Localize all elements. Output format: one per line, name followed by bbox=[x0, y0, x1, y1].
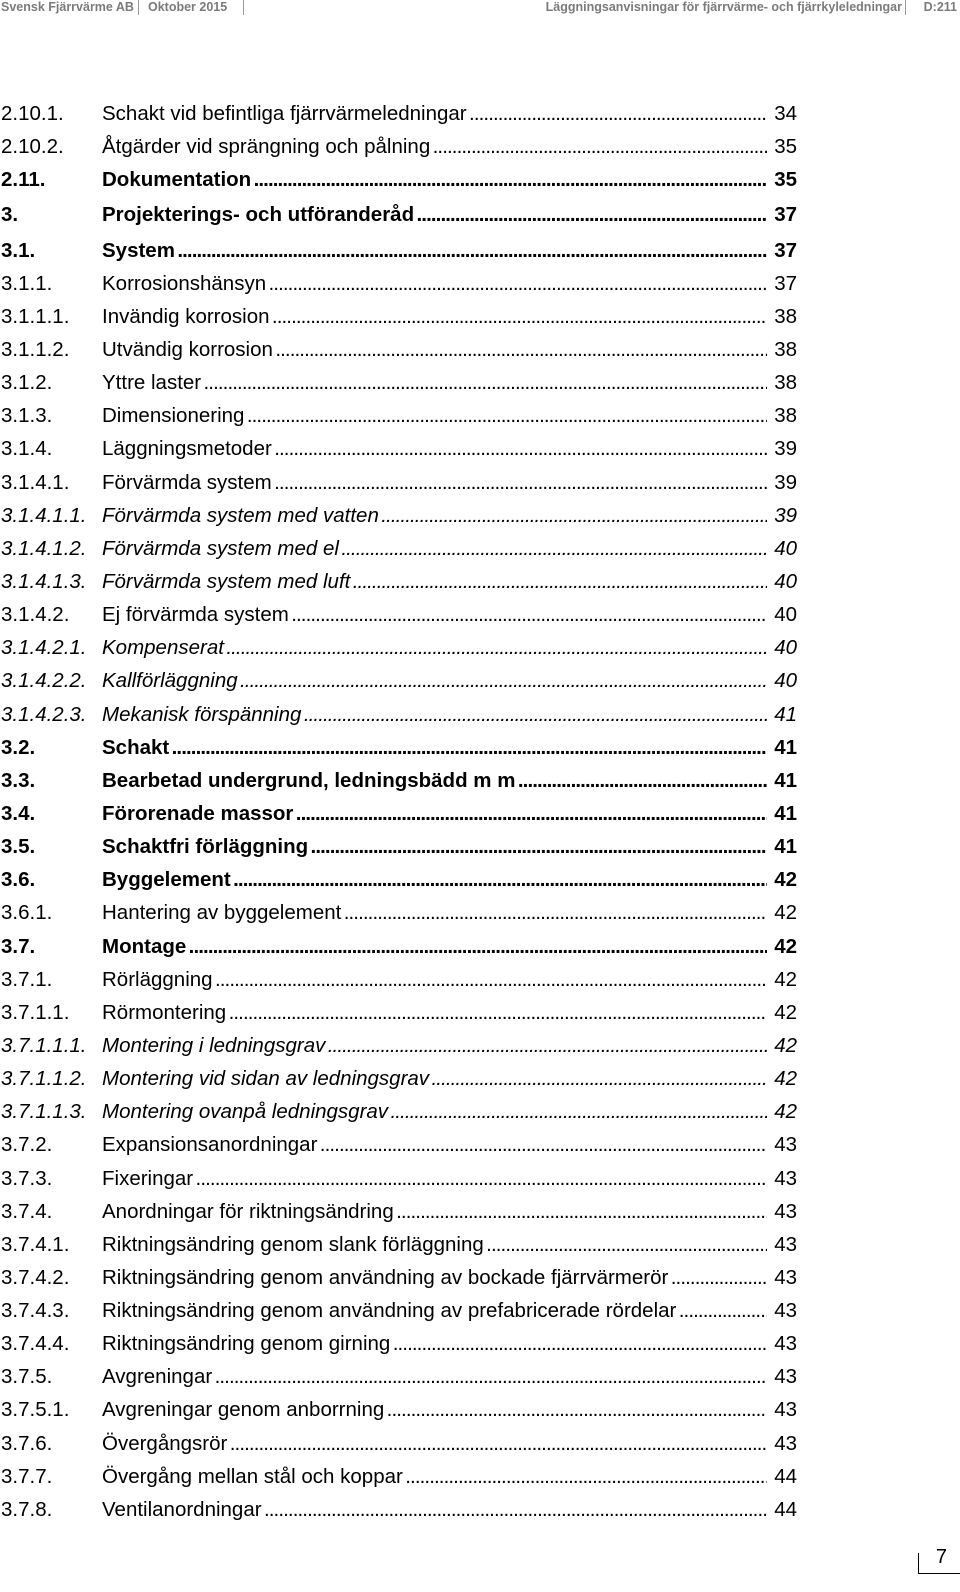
header-organization: Svensk Fjärrvärme AB bbox=[1, 0, 134, 14]
toc-entry-number: 3.7.1.1. bbox=[1, 1000, 70, 1024]
toc-entry-page: 44 bbox=[774, 1497, 797, 1521]
toc-entry-number: 3.7.4.3. bbox=[1, 1299, 70, 1323]
toc-entry-page: 43 bbox=[774, 1431, 797, 1455]
toc-entry-title: Montage . . . bbox=[102, 930, 767, 963]
header-document-title: Läggningsanvisningar för fjärrvärme- och fjärrkyleledningar bbox=[545, 0, 902, 14]
toc-entry-number: 2.10.1. bbox=[1, 102, 64, 125]
toc-entry-title: Schaktfri förläggning . . . bbox=[102, 830, 767, 863]
toc-entry-page: 41 bbox=[774, 801, 797, 825]
toc-entry-page: 42 bbox=[774, 1100, 797, 1124]
toc-entry-number: 3.1.1.1. bbox=[1, 304, 70, 328]
toc-entry-number: 3.1.4.2.3. bbox=[1, 702, 87, 726]
toc-entry[interactable] bbox=[0, 963, 797, 996]
toc-entry-title: Yttre laster . . . bbox=[102, 366, 767, 399]
toc-entry-title: Riktningsändring genom girning . . . bbox=[102, 1327, 767, 1360]
toc-entry-page: 43 bbox=[774, 1199, 797, 1223]
toc-entry[interactable] bbox=[0, 1062, 797, 1095]
toc-entry-number: 3.7.8. bbox=[1, 1497, 53, 1521]
toc-entry-page: 41 bbox=[774, 835, 797, 859]
toc-entry-page: 43 bbox=[774, 1232, 797, 1256]
toc-entry[interactable] bbox=[0, 1095, 797, 1128]
toc-entry[interactable] bbox=[0, 896, 797, 929]
toc-entry-page: 40 bbox=[774, 536, 797, 560]
toc-entry[interactable] bbox=[0, 1427, 797, 1460]
toc-entry-title: Fixeringar . . . bbox=[102, 1162, 767, 1195]
toc-entry-title: Rörläggning . . . bbox=[102, 963, 767, 996]
toc-entry-title: Förorenade massor . . . bbox=[102, 797, 767, 830]
toc-entry-page: 40 bbox=[774, 569, 797, 593]
toc-entry-title: Rörmontering . . . bbox=[102, 996, 767, 1029]
toc-entry-number: 3.7. bbox=[1, 934, 36, 958]
toc-entry[interactable] bbox=[0, 432, 797, 465]
toc-entry-title: Projekterings- och utföranderåd . . . bbox=[102, 198, 767, 231]
toc-entry-title: Kallförläggning . . . bbox=[102, 664, 767, 697]
toc-entry-page: 43 bbox=[774, 1166, 797, 1190]
toc-entry-number: 3.4. bbox=[1, 801, 36, 825]
toc-entry-title: Avgreningar genom anborrning . . . bbox=[102, 1393, 767, 1426]
toc-entry[interactable] bbox=[0, 267, 797, 300]
header-divider bbox=[243, 0, 244, 15]
toc-entry-number: 3.1.2. bbox=[1, 371, 53, 395]
toc-entry-number: 3.7.4. bbox=[1, 1199, 53, 1223]
toc-entry-title: Riktningsändring genom slank förläggning . . . bbox=[102, 1228, 767, 1261]
toc-entry-page: 43 bbox=[774, 1133, 797, 1157]
toc-entry-page: 39 bbox=[774, 503, 797, 527]
footer-rule bbox=[918, 1573, 960, 1574]
toc-entry-number: 2.11. bbox=[1, 168, 46, 192]
toc-entry-title: Förvärmda system . . . bbox=[102, 466, 767, 499]
toc-entry-page: 40 bbox=[774, 669, 797, 693]
toc-entry-number: 3.5. bbox=[1, 835, 36, 859]
toc-entry-page: 41 bbox=[774, 735, 797, 759]
toc-entry-page: 37 bbox=[774, 203, 797, 227]
toc-entry-title: Läggningsmetoder . . . bbox=[102, 432, 767, 465]
toc-entry-number: 3.6.1. bbox=[1, 901, 53, 925]
toc-entry-number: 3.7.4.4. bbox=[1, 1332, 70, 1356]
toc-entry-page: 35 bbox=[774, 168, 797, 192]
toc-entry-page: 38 bbox=[774, 371, 797, 395]
toc-entry-title: Anordningar för riktningsändring . . . bbox=[102, 1195, 767, 1228]
toc-entry-page: 42 bbox=[774, 967, 797, 991]
toc-entry-page: 40 bbox=[774, 603, 797, 627]
toc-entry-title: Schakt . . . bbox=[102, 731, 767, 764]
footer-rule-vertical bbox=[918, 1553, 919, 1573]
toc-entry-number: 3.6. bbox=[1, 868, 36, 892]
toc-entry-title: Dokumentation . . . bbox=[102, 163, 767, 196]
page-number: 7 bbox=[935, 1546, 947, 1568]
toc-entry[interactable] bbox=[0, 1261, 797, 1294]
toc-entry[interactable] bbox=[0, 698, 797, 731]
toc-entry[interactable] bbox=[0, 300, 797, 333]
toc-entry[interactable] bbox=[0, 863, 797, 896]
toc-entry[interactable] bbox=[0, 1493, 797, 1526]
toc-entry-number: 3.7.2. bbox=[1, 1133, 53, 1157]
toc-entry-number: 3.1.4.1.1. bbox=[1, 503, 87, 527]
toc-entry-page: 37 bbox=[774, 238, 797, 262]
toc-entry-page: 38 bbox=[774, 304, 797, 328]
toc-entry-title: Expansionsanordningar . . . bbox=[102, 1128, 767, 1161]
toc-entry-page: 39 bbox=[774, 437, 797, 461]
toc-entry-title: Åtgärder vid sprängning och pålning . . . bbox=[102, 130, 767, 163]
toc-entry-title: Avgreningar . . . bbox=[102, 1360, 767, 1393]
toc-entry[interactable] bbox=[0, 996, 797, 1029]
table-of-contents bbox=[0, 97, 797, 1526]
toc-entry-title: Montering ovanpå ledningsgrav . . . bbox=[102, 1095, 767, 1128]
toc-entry-number: 3.1.4.1.3. bbox=[1, 569, 87, 593]
toc-entry-page: 39 bbox=[774, 470, 797, 494]
toc-entry-number: 3.7.4.1. bbox=[1, 1232, 70, 1256]
toc-entry-title: Ej förvärmda system . . . bbox=[102, 598, 767, 631]
toc-entry-title: System . . . bbox=[102, 234, 767, 267]
toc-entry-number: 3.7.1.1.1. bbox=[1, 1033, 87, 1057]
toc-entry-page: 42 bbox=[774, 868, 797, 892]
toc-entry-page: 43 bbox=[774, 1332, 797, 1356]
toc-entry-number: 3.1.4.2. bbox=[1, 603, 70, 627]
toc-entry-title: Riktningsändring genom användning av prefabricerade rördelar . . . bbox=[102, 1294, 767, 1327]
toc-entry-title: Kompenserat . . . bbox=[102, 631, 767, 664]
toc-entry-number: 3.7.3. bbox=[1, 1166, 53, 1190]
toc-entry-number: 3.1. bbox=[1, 238, 36, 262]
toc-entry[interactable] bbox=[0, 532, 797, 565]
toc-entry-number: 3.1.4. bbox=[1, 437, 53, 461]
toc-entry-title: Montering i ledningsgrav . . . bbox=[102, 1029, 767, 1062]
toc-entry-title: Förvärmda system med luft . . . bbox=[102, 565, 767, 598]
toc-entry-page: 43 bbox=[774, 1398, 797, 1422]
toc-entry-page: 35 bbox=[774, 135, 797, 159]
toc-entry-number: 3.2. bbox=[1, 735, 36, 759]
toc-entry[interactable] bbox=[0, 1294, 797, 1327]
toc-entry-page: 43 bbox=[774, 1265, 797, 1289]
toc-entry[interactable] bbox=[0, 930, 797, 963]
toc-entry[interactable] bbox=[0, 499, 797, 532]
toc-entry-number: 3. bbox=[1, 203, 19, 227]
toc-entry[interactable] bbox=[0, 764, 797, 797]
toc-entry[interactable] bbox=[0, 466, 797, 499]
toc-entry-title: Ventilanordningar . . . bbox=[102, 1493, 767, 1526]
toc-entry-number: 3.7.1.1.3. bbox=[1, 1100, 87, 1124]
toc-entry[interactable] bbox=[0, 830, 797, 863]
toc-entry-page: 42 bbox=[774, 1000, 797, 1024]
toc-entry-number: 3.1.1. bbox=[1, 271, 53, 295]
toc-entry[interactable] bbox=[0, 631, 797, 664]
toc-entry-number: 3.3. bbox=[1, 768, 36, 792]
toc-entry[interactable] bbox=[0, 1228, 797, 1261]
toc-entry-title: Hantering av byggelement . . . bbox=[102, 896, 767, 929]
toc-entry-number: 3.1.4.1. bbox=[1, 470, 70, 494]
toc-entry[interactable] bbox=[0, 1327, 797, 1360]
toc-entry-number: 3.7.6. bbox=[1, 1431, 53, 1455]
toc-entry[interactable] bbox=[0, 598, 797, 631]
toc-entry-page: 40 bbox=[774, 636, 797, 660]
toc-entry[interactable] bbox=[0, 1128, 797, 1161]
toc-entry[interactable] bbox=[0, 1360, 797, 1393]
toc-entry-number: 3.7.1. bbox=[1, 967, 53, 991]
toc-entry-title: Utvändig korrosion . . . bbox=[102, 333, 767, 366]
toc-entry-number: 3.1.1.2. bbox=[1, 337, 70, 361]
page-header bbox=[0, 0, 960, 15]
toc-entry-number: 3.7.7. bbox=[1, 1464, 53, 1488]
toc-entry[interactable] bbox=[0, 565, 797, 598]
toc-entry[interactable] bbox=[0, 1029, 797, 1062]
toc-entry-title: Förvärmda system med vatten . . . bbox=[102, 499, 767, 532]
toc-entry-page: 42 bbox=[774, 901, 797, 925]
header-date: Oktober 2015 bbox=[148, 0, 228, 14]
toc-entry-title: Korrosionshänsyn . . . bbox=[102, 267, 767, 300]
toc-entry-title: Bearbetad undergrund, ledningsbädd m m . . . bbox=[102, 764, 767, 797]
toc-entry[interactable] bbox=[0, 797, 797, 830]
toc-entry[interactable] bbox=[0, 1460, 797, 1493]
toc-entry-page: 42 bbox=[774, 1067, 797, 1091]
toc-entry-page: 43 bbox=[774, 1299, 797, 1323]
header-document-code: D:211 bbox=[923, 0, 957, 14]
toc-entry[interactable] bbox=[0, 664, 797, 697]
toc-entry-page: 44 bbox=[774, 1464, 797, 1488]
toc-entry-number: 3.7.4.2. bbox=[1, 1265, 70, 1289]
toc-entry-title: Montering vid sidan av ledningsgrav . . . bbox=[102, 1062, 767, 1095]
toc-entry-title: Dimensionering . . . bbox=[102, 399, 767, 432]
toc-entry-page: 34 bbox=[774, 102, 797, 125]
toc-entry-title: Byggelement . . . bbox=[102, 863, 767, 896]
toc-entry[interactable] bbox=[0, 198, 797, 231]
toc-entry-page: 38 bbox=[774, 404, 797, 428]
toc-entry-page: 42 bbox=[774, 934, 797, 958]
toc-entry[interactable] bbox=[0, 97, 797, 130]
toc-entry-number: 3.1.3. bbox=[1, 404, 53, 428]
toc-entry[interactable] bbox=[0, 234, 797, 267]
toc-entry-title: Mekanisk förspänning . . . bbox=[102, 698, 767, 731]
toc-entry-title: Övergång mellan stål och koppar . . . bbox=[102, 1460, 767, 1493]
toc-entry-page: 43 bbox=[774, 1365, 797, 1389]
toc-entry-number: 3.7.5.1. bbox=[1, 1398, 70, 1422]
toc-entry[interactable] bbox=[0, 1162, 797, 1195]
toc-entry-title: Invändig korrosion . . . bbox=[102, 300, 767, 333]
toc-entry-page: 41 bbox=[774, 768, 797, 792]
toc-entry-title: Förvärmda system med el . . . bbox=[102, 532, 767, 565]
toc-entry-title: Riktningsändring genom användning av bockade fjärrvärmerör . . . bbox=[102, 1261, 767, 1294]
toc-entry-number: 3.7.5. bbox=[1, 1365, 53, 1389]
toc-entry-title: Övergångsrör . . . bbox=[102, 1427, 767, 1460]
toc-entry-number: 3.7.1.1.2. bbox=[1, 1067, 87, 1091]
toc-entry[interactable] bbox=[0, 163, 797, 196]
toc-entry[interactable] bbox=[0, 731, 797, 764]
toc-entry[interactable] bbox=[0, 333, 797, 366]
toc-entry-page: 38 bbox=[774, 337, 797, 361]
toc-entry-number: 2.10.2. bbox=[1, 135, 64, 159]
toc-entry-number: 3.1.4.1.2. bbox=[1, 536, 87, 560]
toc-entry[interactable] bbox=[0, 1195, 797, 1228]
toc-entry-number: 3.1.4.2.2. bbox=[1, 669, 87, 693]
toc-entry[interactable] bbox=[0, 399, 797, 432]
toc-entry-number: 3.1.4.2.1. bbox=[1, 636, 87, 660]
header-divider bbox=[138, 0, 139, 15]
toc-entry[interactable] bbox=[0, 366, 797, 399]
toc-entry[interactable] bbox=[0, 1393, 797, 1426]
toc-entry-page: 37 bbox=[774, 271, 797, 295]
toc-entry-page: 42 bbox=[774, 1033, 797, 1057]
header-divider bbox=[905, 0, 906, 15]
toc-entry[interactable] bbox=[0, 130, 797, 163]
toc-entry-page: 41 bbox=[774, 702, 797, 726]
toc-entry-title: Schakt vid befintliga fjärrvärmeledningar . . . bbox=[102, 97, 767, 130]
